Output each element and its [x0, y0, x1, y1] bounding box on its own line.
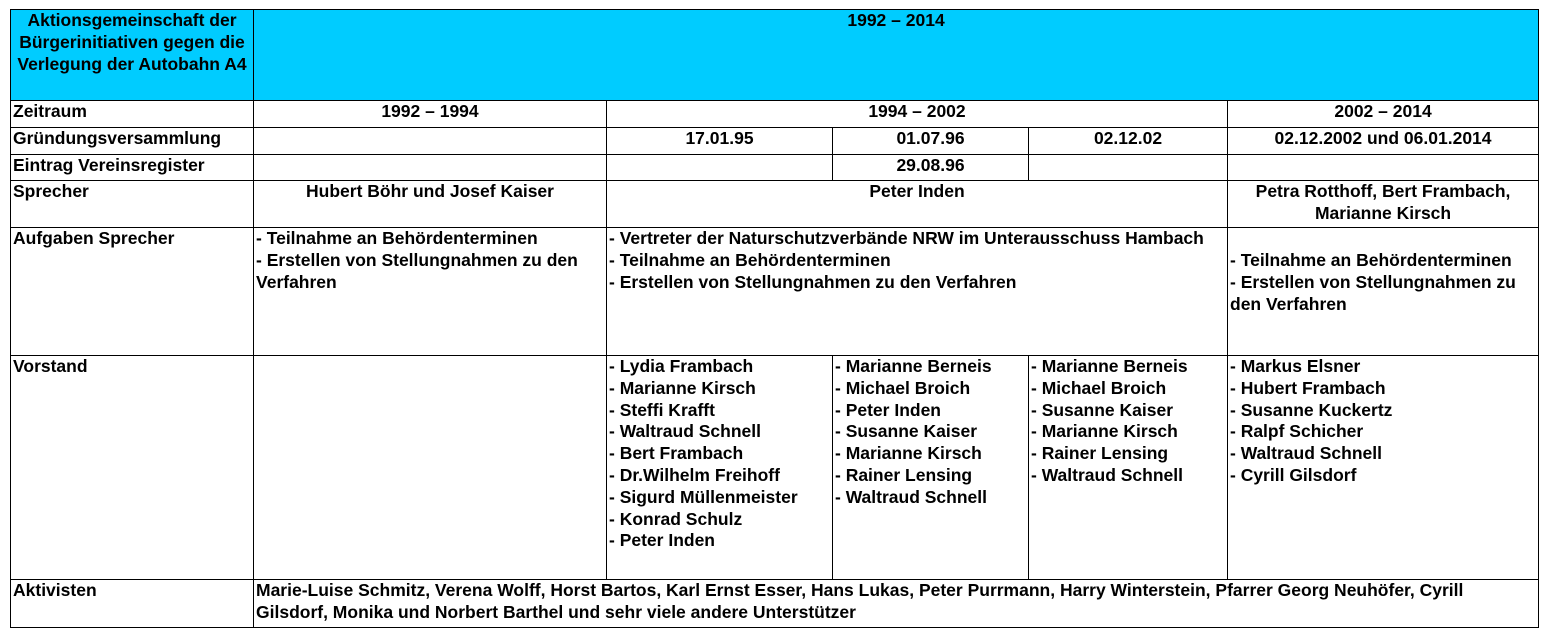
aktivisten-list: Marie-Luise Schmitz, Verena Wolff, Horst Bartos, Karl Ernst Esser, Hans Lukas, Peter Purrmann, Harry Winterstein, Pfarrer Georg Neuhöfer, Cyrill Gilsdorf, Monika und Norbert Barthel und sehr viele andere Unterstützer: [254, 580, 1539, 628]
vorstand-cell-4: [1228, 356, 1539, 580]
title-cell: [254, 10, 1539, 101]
sprecher-2: Peter Inden: [607, 181, 1228, 228]
label-gruendung: Gründungsversammlung: [11, 128, 254, 155]
register-empty-2: [607, 155, 833, 181]
row-zeitraum: [11, 101, 1539, 128]
label-register: Eintrag Vereinsregister: [11, 155, 254, 181]
org-name: Aktionsgemeinschaft der Bürgerinitiativen gegen die Verlegung der Autobahn A4: [17, 10, 247, 74]
org-name-cell: [11, 10, 254, 101]
sprecher-3: Petra Rotthoff, Bert Frambach, Marianne Kirsch: [1228, 181, 1539, 228]
register-empty-1: [254, 155, 607, 181]
row-gruendung: [11, 128, 1539, 155]
vorstand-empty: [254, 356, 607, 580]
row-aufgaben: [11, 228, 1539, 356]
header-row: [11, 10, 1539, 101]
register-date: 29.08.96: [833, 155, 1029, 181]
gruendung-date-4: 02.12.2002 und 06.01.2014: [1228, 128, 1539, 155]
aufgaben-cell-3: [1228, 228, 1539, 356]
register-empty-4: [1228, 155, 1539, 181]
gruendung-date-3: 02.12.02: [1029, 128, 1228, 155]
period-2: 1994 – 2002: [607, 101, 1228, 128]
vorstand-list-3: - Marianne Berneis - Michael Broich - Susanne Kaiser - Marianne Kirsch - Rainer Lensing - Waltraud Schnell: [1031, 356, 1188, 485]
period-3: 2002 – 2014: [1228, 101, 1539, 128]
aufgaben-2: - Vertreter der Naturschutzverbände NRW im Unterausschuss Hambach - Teilnahme an Behördenterminen - Erstellen von Stellungnahmen zu den Verfahren: [609, 228, 1204, 292]
period-1: 1992 – 1994: [254, 101, 607, 128]
register-empty-3: [1029, 155, 1228, 181]
vorstand-list-2: - Marianne Berneis - Michael Broich - Peter Inden - Susanne Kaiser - Marianne Kirsch - Rainer Lensing - Waltraud Schnell: [835, 356, 992, 507]
label-sprecher: Sprecher: [11, 181, 254, 228]
page-title: 1992 – 2014: [847, 10, 945, 30]
label-aufgaben: Aufgaben Sprecher: [11, 228, 254, 356]
vorstand-cell-1: [607, 356, 833, 580]
aufgaben-1: - Teilnahme an Behördenterminen - Erstellen von Stellungnahmen zu den Verfahren: [256, 228, 578, 292]
vorstand-cell-2: [833, 356, 1029, 580]
gruendung-date-2: 01.07.96: [833, 128, 1029, 155]
row-register: [11, 155, 1539, 181]
aufgaben-cell-1: [254, 228, 607, 356]
sprecher-1: Hubert Böhr und Josef Kaiser: [254, 181, 607, 228]
vorstand-cell-3: [1029, 356, 1228, 580]
aufgaben-cell-2: [607, 228, 1228, 356]
row-sprecher: [11, 181, 1539, 228]
row-vorstand: [11, 356, 1539, 580]
row-aktivisten: [11, 580, 1539, 628]
history-table: [10, 9, 1539, 628]
label-zeitraum: Zeitraum: [11, 101, 254, 128]
vorstand-list-1: - Lydia Frambach - Marianne Kirsch - Steffi Krafft - Waltraud Schnell - Bert Frambach - Dr.Wilhelm Freihoff - Sigurd Müllenmeister - Konrad Schulz - Peter Inden: [609, 356, 798, 551]
aufgaben-3: - Teilnahme an Behördenterminen - Erstellen von Stellungnahmen zu den Verfahren: [1230, 250, 1516, 314]
vorstand-list-4: - Markus Elsner - Hubert Frambach - Susanne Kuckertz - Ralpf Schicher - Waltraud Schnell - Cyrill Gilsdorf: [1230, 356, 1393, 485]
label-aktivisten: Aktivisten: [11, 580, 254, 628]
gruendung-empty: [254, 128, 607, 155]
label-vorstand: Vorstand: [11, 356, 254, 580]
gruendung-date-1: 17.01.95: [607, 128, 833, 155]
